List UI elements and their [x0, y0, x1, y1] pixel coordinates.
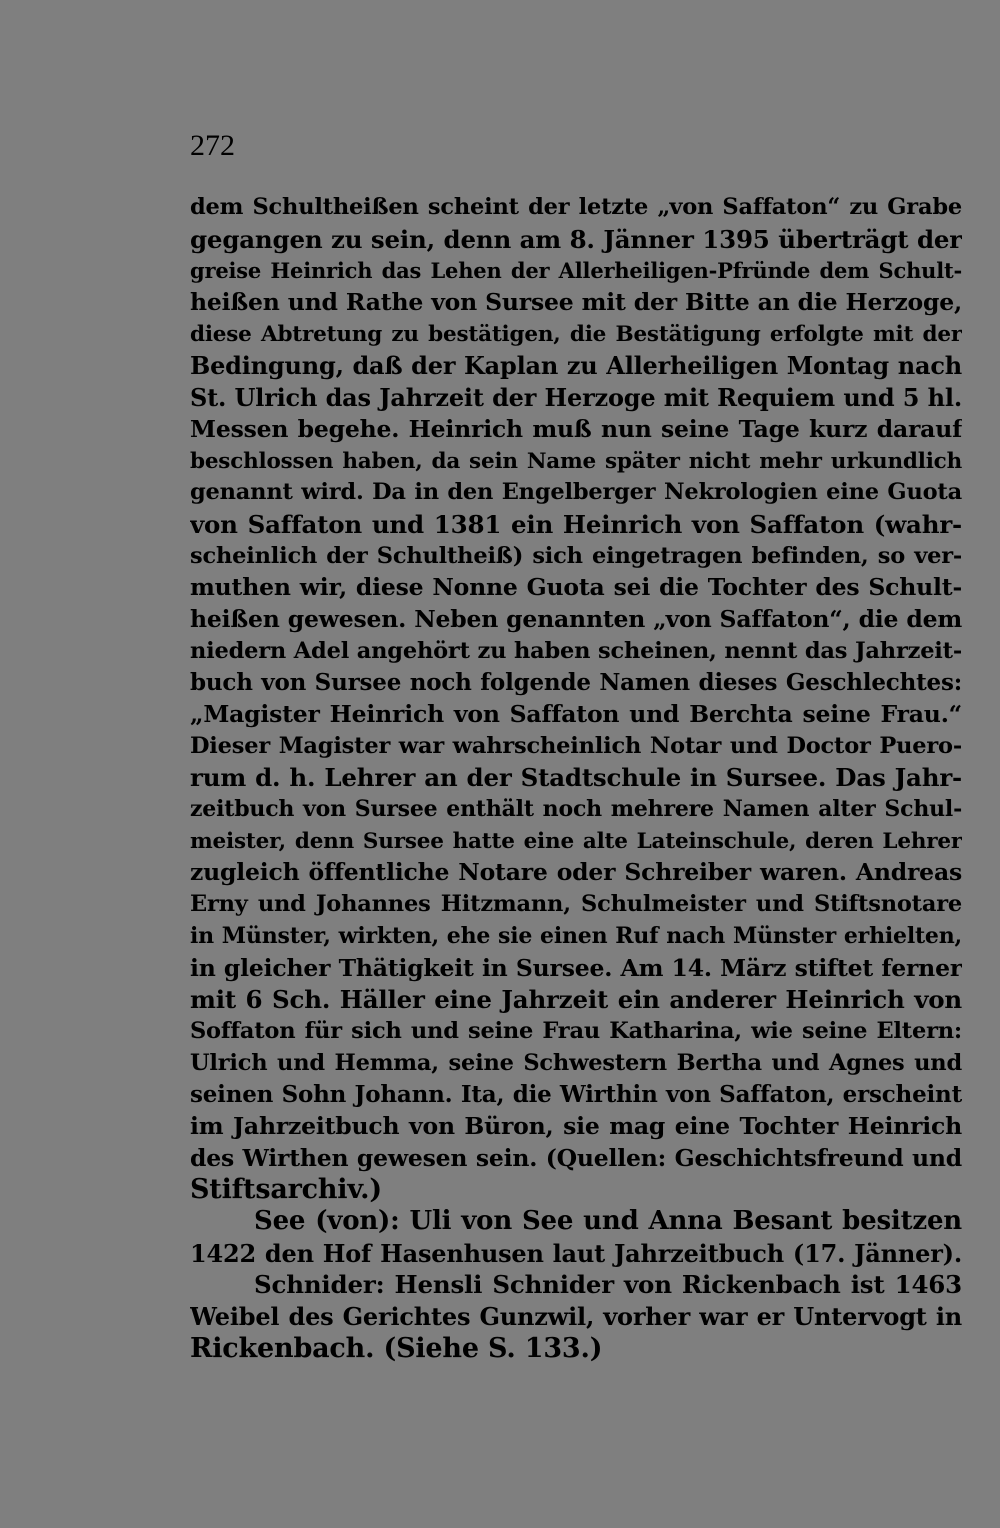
text-line: diese Abtretung zu bestätigen, die Bestätigung erfolgte mit der — [190, 321, 962, 347]
text-line: niedern Adel angehört zu haben scheinen, nennt das Jahrzeit- — [190, 637, 962, 664]
text-line: genannt wird. Da in den Engelberger Nekrologien eine Guota — [190, 479, 962, 506]
text-line: buch von Sursee noch folgende Namen dieses Geschlechtes: — [190, 669, 962, 697]
text-line: meister, denn Sursee hatte eine alte Lateinschule, deren Lehrer — [190, 828, 962, 854]
text-line: in gleicher Thätigkeit in Sursee. Am 14. März stiftet ferner — [190, 953, 962, 982]
text-line: des Wirthen gewesen sein. (Quellen: Geschichtsfreund und — [190, 1143, 962, 1172]
text-line: greise Heinrich das Lehen der Allerheiligen-Pfründe dem Schult- — [190, 258, 962, 284]
text-line: Erny und Johannes Hitzmann, Schulmeister und Stiftsnotare — [190, 891, 962, 918]
body-text — [190, 192, 962, 1364]
text-line: Soffaton für sich und seine Frau Katharina, wie seine Eltern: — [190, 1017, 962, 1044]
text-line: Stiftsarchiv.) — [190, 1174, 382, 1206]
text-line: 1422 den Hof Hasenhusen laut Jahrzeitbuch (17. Jänner). — [190, 1238, 962, 1268]
text-line: Weibel des Gerichtes Gunzwil, vorher war er Untervogt in — [190, 1302, 962, 1332]
text-line: in Münster, wirkten, ehe sie einen Ruf nach Münster erhielten, — [190, 922, 962, 949]
text-line: Bedingung, daß der Kaplan zu Allerheiligen Montag nach — [190, 351, 962, 381]
text-line: scheinlich der Schultheiß) sich eingetragen befinden, so ver- — [190, 542, 962, 569]
text-line: seinen Sohn Johann. Ita, die Wirthin von Saffaton, erscheint — [190, 1081, 962, 1109]
page-number: 272 — [190, 129, 235, 162]
text-line: Schnider: Hensli Schnider von Rickenbach ist 1463 — [254, 1270, 962, 1300]
text-line: zeitbuch von Sursee enthält noch mehrere Namen alter Schul- — [190, 796, 962, 823]
text-line: von Saffaton und 1381 ein Heinrich von Saffaton (wahr- — [190, 509, 962, 539]
text-line: Rickenbach. (Siehe S. 133.) — [190, 1332, 603, 1364]
text-line: See (von): Uli von See und Anna Besant besitzen — [254, 1206, 962, 1236]
text-line: beschlossen haben, da sein Name später nicht mehr urkundlich — [190, 448, 962, 474]
text-line: gegangen zu sein, denn am 8. Jänner 1395 überträgt der — [190, 224, 962, 254]
text-line: zugleich öffentliche Notare oder Schreiber waren. Andreas — [190, 858, 962, 887]
text-line: heißen und Rathe von Sursee mit der Bitte an die Herzoge, — [190, 288, 962, 317]
text-line: Messen begehe. Heinrich muß nun seine Tage kurz darauf — [190, 414, 962, 443]
text-line: Dieser Magister war wahrscheinlich Notar und Doctor Puero- — [190, 732, 962, 759]
text-line: dem Schultheißen scheint der letzte „von Saffaton“ zu Grabe — [190, 194, 962, 220]
text-line: muthen wir, diese Nonne Guota sei die Tochter des Schult- — [190, 573, 962, 602]
text-line: mit 6 Sch. Häller eine Jahrzeit ein anderer Heinrich von — [190, 985, 962, 1015]
text-line: „Magister Heinrich von Saffaton und Berchta seine Frau.“ — [190, 700, 962, 728]
text-line: im Jahrzeitbuch von Büron, sie mag eine Tochter Heinrich — [190, 1111, 962, 1140]
text-line: rum d. h. Lehrer an der Stadtschule in Sursee. Das Jahr- — [190, 763, 962, 793]
text-line: heißen gewesen. Neben genannten „von Saffaton“, die dem — [190, 604, 962, 633]
text-line: St. Ulrich das Jahrzeit der Herzoge mit Requiem und 5 hl. — [190, 383, 962, 413]
text-line: Ulrich und Hemma, seine Schwestern Bertha und Agnes und — [190, 1049, 962, 1076]
